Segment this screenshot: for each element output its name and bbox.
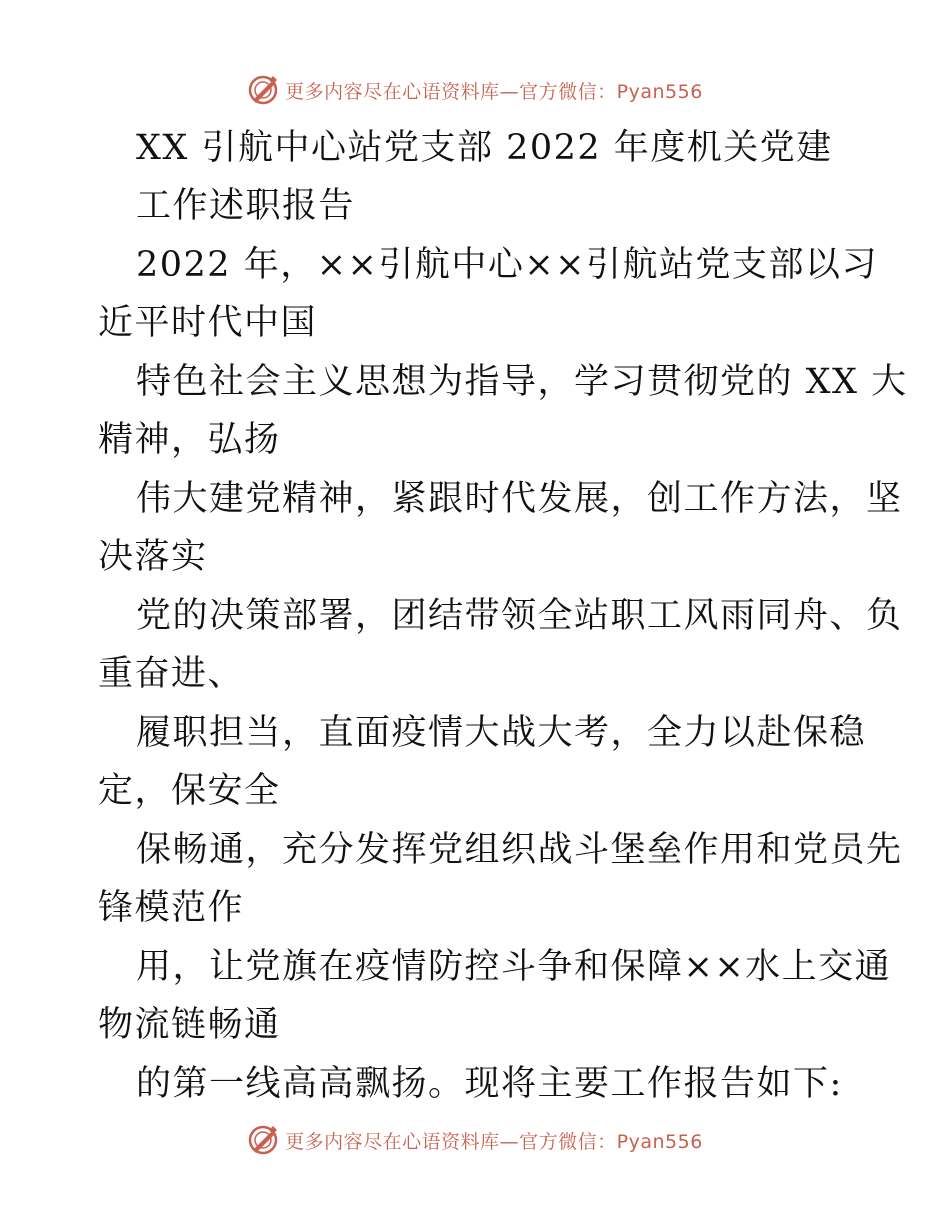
watermark-text: 更多内容尽在心语资料库—官方微信：Pyan556 (285, 1130, 703, 1153)
watermark-footer (0, 1122, 950, 1158)
body-line: 保畅通，充分发挥党组织战斗堡垒作用和党员先 (136, 830, 903, 870)
body-line: 履职担当，直面疫情大战大考，全力以赴保稳 (136, 713, 867, 753)
body-line: 定，保安全 (98, 771, 281, 811)
body-line: 伟大建党精神，紧跟时代发展，创工作方法，坚 (136, 479, 903, 519)
body-line: 精神，弘扬 (98, 420, 281, 460)
body-line: 的第一线高高飘扬。现将主要工作报告如下: (136, 1064, 843, 1104)
title-line-2: 工作述职报告 (136, 186, 356, 226)
body-line: 用，让党旗在疫情防控斗争和保障××水上交通 (136, 947, 892, 987)
title-line-1: XX 引航中心站党支部 2022 年度机关党建 (136, 128, 833, 168)
watermark-text: 更多内容尽在心语资料库—官方微信：Pyan556 (285, 80, 703, 103)
body-line: 特色社会主义思想为指导，学习贯彻党的 XX 大 (136, 362, 908, 402)
body-line: 党的决策部署，团结带领全站职工风雨同舟、负 (136, 596, 903, 636)
watermark-header (0, 72, 950, 108)
body-line: 2022 年，××引航中心××引航站党支部以习 (136, 245, 879, 285)
body-line: 重奋进、 (98, 654, 245, 694)
body-line: 近平时代中国 (98, 303, 318, 343)
body-line: 锋模范作 (98, 888, 245, 928)
pen-seal-icon (247, 1124, 279, 1156)
body-line: 物流链畅通 (98, 1005, 281, 1045)
pen-seal-icon (247, 74, 279, 106)
body-line: 决落实 (98, 537, 208, 577)
